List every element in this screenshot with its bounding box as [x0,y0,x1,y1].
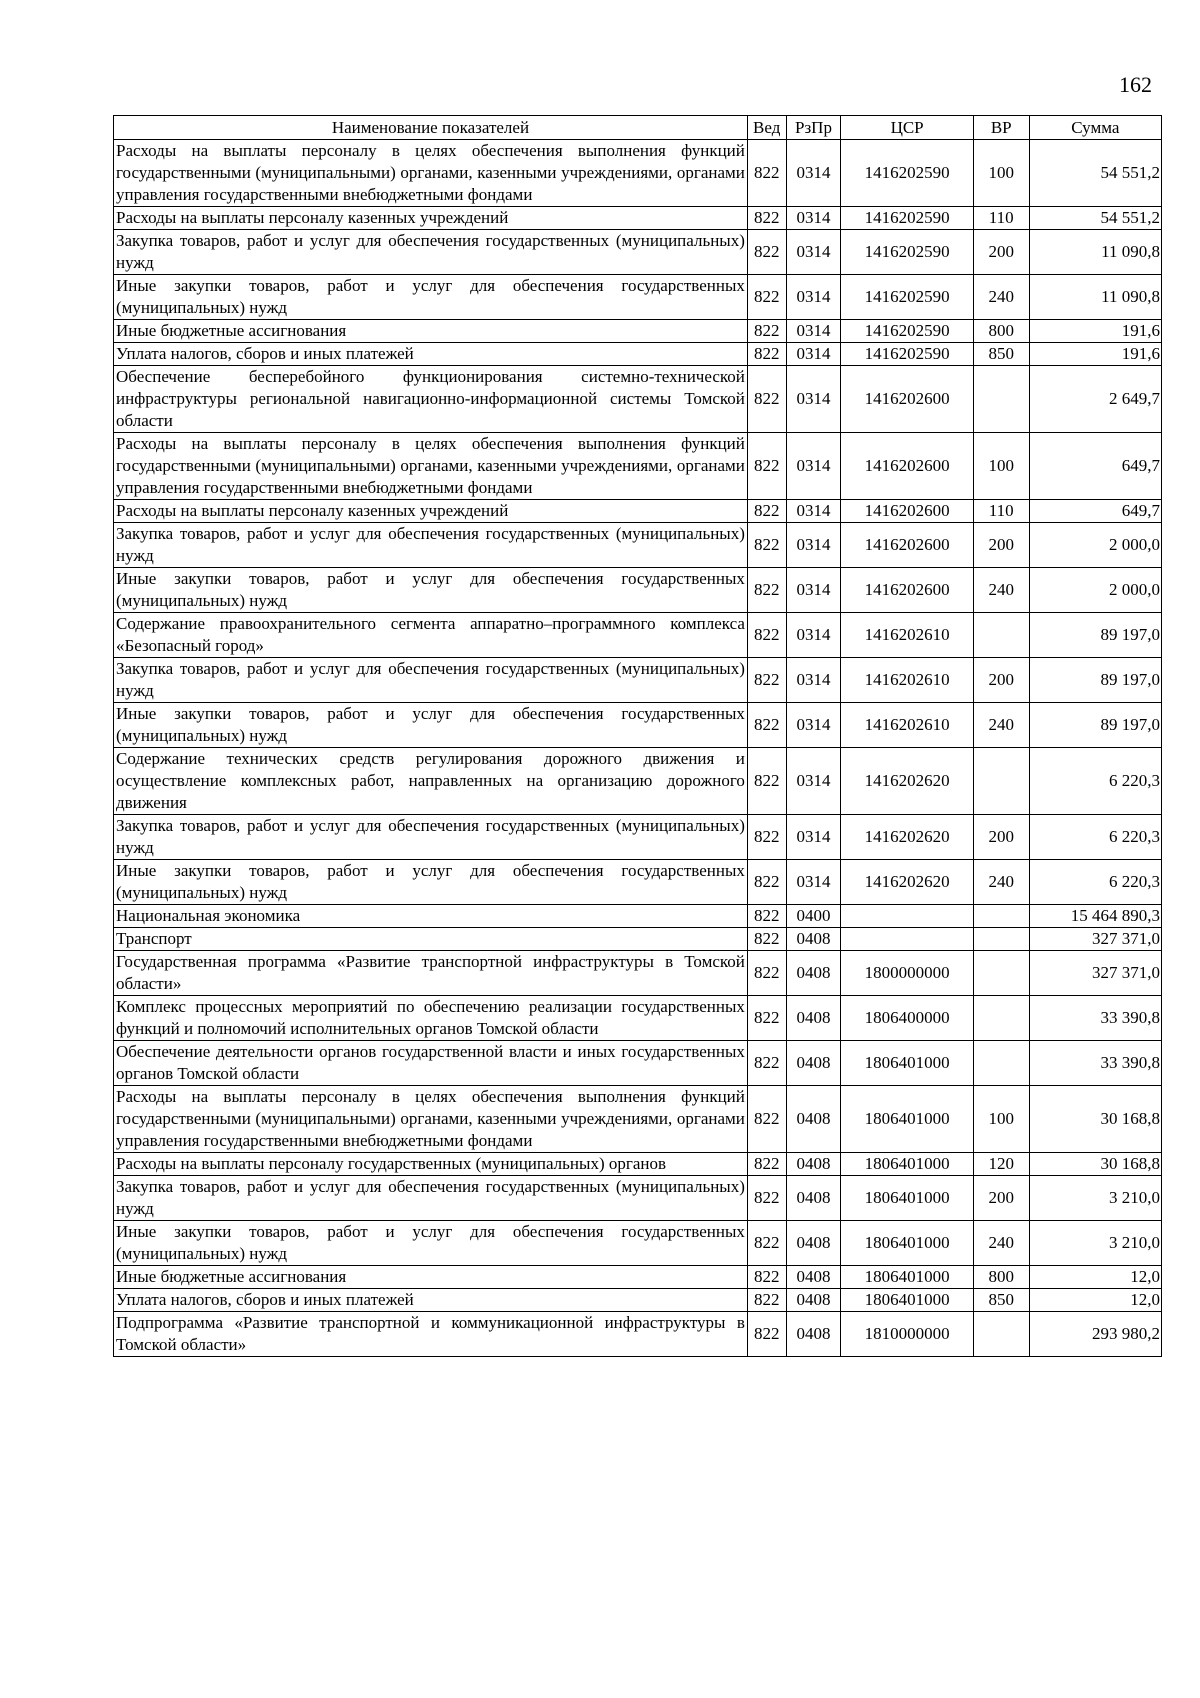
cell-rzpr: 0408 [786,951,841,996]
cell-vr: 200 [973,1176,1029,1221]
cell-csr: 1416202590 [841,320,973,343]
cell-vr: 100 [973,433,1029,500]
cell-sum: 11 090,8 [1029,230,1161,275]
cell-sum: 11 090,8 [1029,275,1161,320]
table-row [114,613,1162,658]
cell-sum: 30 168,8 [1029,1153,1161,1176]
cell-name: Закупка товаров, работ и услуг для обеспечения государственных (муниципальных) нужд [114,523,748,568]
cell-rzpr: 0314 [786,500,841,523]
cell-csr: 1416202620 [841,860,973,905]
cell-ved: 822 [747,207,786,230]
cell-ved: 822 [747,500,786,523]
header-vr: ВР [973,116,1029,140]
cell-rzpr: 0314 [786,568,841,613]
cell-rzpr: 0314 [786,703,841,748]
table-row [114,1041,1162,1086]
cell-name: Закупка товаров, работ и услуг для обеспечения государственных (муниципальных) нужд [114,1176,748,1221]
cell-sum: 89 197,0 [1029,703,1161,748]
cell-vr: 240 [973,703,1029,748]
table-header-row [114,116,1162,140]
cell-sum: 30 168,8 [1029,1086,1161,1153]
cell-vr [973,951,1029,996]
cell-csr: 1416202590 [841,230,973,275]
cell-sum: 327 371,0 [1029,951,1161,996]
cell-name: Обеспечение бесперебойного функционирования системно-технической инфраструктуры региональной навигационно-информационной системы Томской области [114,366,748,433]
cell-sum: 191,6 [1029,343,1161,366]
cell-csr: 1416202600 [841,523,973,568]
cell-rzpr: 0314 [786,860,841,905]
cell-name: Расходы на выплаты персоналу казенных учреждений [114,500,748,523]
cell-ved: 822 [747,748,786,815]
cell-name: Иные бюджетные ассигнования [114,1266,748,1289]
cell-rzpr: 0408 [786,1312,841,1357]
table-row [114,568,1162,613]
cell-rzpr: 0314 [786,140,841,207]
cell-csr: 1800000000 [841,951,973,996]
cell-ved: 822 [747,905,786,928]
cell-csr [841,905,973,928]
cell-vr: 240 [973,568,1029,613]
cell-name: Расходы на выплаты персоналу в целях обеспечения выполнения функций государственными (муниципальными) органами, казенными учреждениями, органами управления государственными внебюджетными фондами [114,1086,748,1153]
cell-ved: 822 [747,1221,786,1266]
cell-name: Содержание технических средств регулирования дорожного движения и осуществление комплексных работ, направленных на организацию дорожного движения [114,748,748,815]
cell-ved: 822 [747,951,786,996]
cell-name: Иные закупки товаров, работ и услуг для обеспечения государственных (муниципальных) нужд [114,703,748,748]
budget-table [113,115,1162,1357]
cell-ved: 822 [747,1312,786,1357]
cell-name: Содержание правоохранительного сегмента аппаратно–программного комплекса «Безопасный город» [114,613,748,658]
cell-ved: 822 [747,366,786,433]
cell-sum: 191,6 [1029,320,1161,343]
cell-sum: 649,7 [1029,433,1161,500]
cell-rzpr: 0408 [786,1289,841,1312]
table-row [114,343,1162,366]
cell-csr: 1416202620 [841,748,973,815]
cell-rzpr: 0408 [786,996,841,1041]
cell-sum: 89 197,0 [1029,613,1161,658]
cell-name: Национальная экономика [114,905,748,928]
table-row [114,905,1162,928]
cell-rzpr: 0408 [786,1266,841,1289]
cell-ved: 822 [747,343,786,366]
header-rzpr: РзПр [786,116,841,140]
cell-ved: 822 [747,1086,786,1153]
cell-csr: 1416202610 [841,658,973,703]
cell-sum: 89 197,0 [1029,658,1161,703]
cell-rzpr: 0314 [786,343,841,366]
cell-csr: 1806401000 [841,1041,973,1086]
cell-vr [973,905,1029,928]
cell-ved: 822 [747,1266,786,1289]
cell-rzpr: 0314 [786,433,841,500]
cell-vr: 850 [973,343,1029,366]
table-row [114,703,1162,748]
cell-name: Иные закупки товаров, работ и услуг для обеспечения государственных (муниципальных) нужд [114,860,748,905]
cell-rzpr: 0408 [786,1221,841,1266]
cell-vr: 120 [973,1153,1029,1176]
cell-vr [973,366,1029,433]
cell-name: Закупка товаров, работ и услуг для обеспечения государственных (муниципальных) нужд [114,230,748,275]
page-number: 162 [1119,72,1152,97]
table-row [114,433,1162,500]
table-row [114,1153,1162,1176]
cell-rzpr: 0408 [786,1041,841,1086]
cell-vr: 200 [973,523,1029,568]
cell-csr: 1806401000 [841,1153,973,1176]
cell-rzpr: 0314 [786,275,841,320]
cell-name: Уплата налогов, сборов и иных платежей [114,1289,748,1312]
cell-vr: 200 [973,815,1029,860]
table-row [114,275,1162,320]
cell-ved: 822 [747,1153,786,1176]
cell-ved: 822 [747,568,786,613]
table-row [114,207,1162,230]
cell-ved: 822 [747,523,786,568]
cell-name: Государственная программа «Развитие транспортной инфраструктуры в Томской области» [114,951,748,996]
cell-ved: 822 [747,703,786,748]
cell-rzpr: 0400 [786,905,841,928]
cell-vr: 100 [973,140,1029,207]
cell-csr: 1416202600 [841,366,973,433]
cell-rzpr: 0314 [786,207,841,230]
cell-ved: 822 [747,320,786,343]
cell-sum: 12,0 [1029,1266,1161,1289]
table-row [114,523,1162,568]
cell-name: Иные закупки товаров, работ и услуг для обеспечения государственных (муниципальных) нужд [114,1221,748,1266]
cell-ved: 822 [747,928,786,951]
cell-csr: 1806400000 [841,996,973,1041]
cell-ved: 822 [747,815,786,860]
cell-csr: 1416202590 [841,343,973,366]
cell-csr: 1416202600 [841,568,973,613]
cell-sum: 2 000,0 [1029,523,1161,568]
cell-csr: 1416202590 [841,275,973,320]
cell-sum: 54 551,2 [1029,207,1161,230]
table-row [114,815,1162,860]
cell-vr [973,748,1029,815]
cell-ved: 822 [747,433,786,500]
cell-vr: 240 [973,275,1029,320]
table-row [114,951,1162,996]
cell-sum: 33 390,8 [1029,1041,1161,1086]
table-row [114,1176,1162,1221]
cell-name: Расходы на выплаты персоналу в целях обеспечения выполнения функций государственными (муниципальными) органами, казенными учреждениями, органами управления государственными внебюджетными фондами [114,140,748,207]
cell-rzpr: 0314 [786,230,841,275]
cell-vr [973,613,1029,658]
cell-vr: 850 [973,1289,1029,1312]
cell-sum: 33 390,8 [1029,996,1161,1041]
cell-ved: 822 [747,1041,786,1086]
cell-ved: 822 [747,860,786,905]
cell-csr: 1416202610 [841,613,973,658]
cell-ved: 822 [747,1176,786,1221]
cell-rzpr: 0314 [786,523,841,568]
cell-name: Уплата налогов, сборов и иных платежей [114,343,748,366]
cell-csr [841,928,973,951]
cell-sum: 6 220,3 [1029,748,1161,815]
cell-ved: 822 [747,140,786,207]
cell-sum: 54 551,2 [1029,140,1161,207]
cell-sum: 12,0 [1029,1289,1161,1312]
table-row [114,1289,1162,1312]
cell-name: Закупка товаров, работ и услуг для обеспечения государственных (муниципальных) нужд [114,815,748,860]
cell-sum: 293 980,2 [1029,1312,1161,1357]
cell-ved: 822 [747,275,786,320]
cell-csr: 1806401000 [841,1221,973,1266]
cell-rzpr: 0314 [786,658,841,703]
cell-vr: 110 [973,207,1029,230]
cell-name: Иные закупки товаров, работ и услуг для обеспечения государственных (муниципальных) нужд [114,275,748,320]
cell-csr: 1416202610 [841,703,973,748]
header-csr: ЦСР [841,116,973,140]
cell-vr: 100 [973,1086,1029,1153]
table-row [114,658,1162,703]
cell-csr: 1806401000 [841,1266,973,1289]
cell-name: Подпрограмма «Развитие транспортной и коммуникационной инфраструктуры в Томской области» [114,1312,748,1357]
cell-vr [973,1312,1029,1357]
cell-csr: 1810000000 [841,1312,973,1357]
cell-rzpr: 0314 [786,748,841,815]
cell-csr: 1416202590 [841,140,973,207]
cell-sum: 327 371,0 [1029,928,1161,951]
header-sum: Сумма [1029,116,1161,140]
cell-rzpr: 0408 [786,1176,841,1221]
cell-sum: 6 220,3 [1029,815,1161,860]
cell-sum: 15 464 890,3 [1029,905,1161,928]
table-row [114,860,1162,905]
cell-csr: 1806401000 [841,1289,973,1312]
cell-csr: 1806401000 [841,1176,973,1221]
table-row [114,1086,1162,1153]
cell-ved: 822 [747,996,786,1041]
cell-name: Обеспечение деятельности органов государственной власти и иных государственных органов Томской области [114,1041,748,1086]
table-row [114,500,1162,523]
cell-name: Расходы на выплаты персоналу казенных учреждений [114,207,748,230]
cell-csr: 1416202600 [841,433,973,500]
cell-rzpr: 0408 [786,1086,841,1153]
table-row [114,1312,1162,1357]
header-ved: Вед [747,116,786,140]
table-body [114,140,1162,1357]
cell-ved: 822 [747,1289,786,1312]
cell-name: Закупка товаров, работ и услуг для обеспечения государственных (муниципальных) нужд [114,658,748,703]
cell-rzpr: 0314 [786,613,841,658]
header-name: Наименование показателей [114,116,748,140]
table-row [114,928,1162,951]
table-row [114,320,1162,343]
cell-csr: 1806401000 [841,1086,973,1153]
cell-csr: 1416202600 [841,500,973,523]
cell-vr [973,996,1029,1041]
cell-vr: 200 [973,230,1029,275]
cell-name: Расходы на выплаты персоналу в целях обеспечения выполнения функций государственными (муниципальными) органами, казенными учреждениями, органами управления государственными внебюджетными фондами [114,433,748,500]
table-row [114,996,1162,1041]
cell-name: Транспорт [114,928,748,951]
cell-vr: 800 [973,1266,1029,1289]
table-row [114,140,1162,207]
cell-ved: 822 [747,613,786,658]
cell-sum: 3 210,0 [1029,1176,1161,1221]
cell-vr [973,1041,1029,1086]
cell-rzpr: 0408 [786,928,841,951]
cell-name: Комплекс процессных мероприятий по обеспечению реализации государственных функций и полномочий исполнительных органов Томской области [114,996,748,1041]
table-row [114,1221,1162,1266]
cell-rzpr: 0408 [786,1153,841,1176]
cell-vr: 200 [973,658,1029,703]
cell-name: Расходы на выплаты персоналу государственных (муниципальных) органов [114,1153,748,1176]
cell-rzpr: 0314 [786,320,841,343]
cell-sum: 6 220,3 [1029,860,1161,905]
cell-rzpr: 0314 [786,815,841,860]
cell-ved: 822 [747,658,786,703]
table-row [114,230,1162,275]
cell-name: Иные бюджетные ассигнования [114,320,748,343]
cell-sum: 3 210,0 [1029,1221,1161,1266]
cell-vr: 240 [973,860,1029,905]
cell-vr [973,928,1029,951]
cell-vr: 110 [973,500,1029,523]
cell-vr: 800 [973,320,1029,343]
cell-name: Иные закупки товаров, работ и услуг для обеспечения государственных (муниципальных) нужд [114,568,748,613]
table-row [114,748,1162,815]
cell-rzpr: 0314 [786,366,841,433]
cell-csr: 1416202590 [841,207,973,230]
table-row [114,366,1162,433]
cell-csr: 1416202620 [841,815,973,860]
cell-sum: 649,7 [1029,500,1161,523]
cell-ved: 822 [747,230,786,275]
cell-sum: 2 649,7 [1029,366,1161,433]
cell-sum: 2 000,0 [1029,568,1161,613]
cell-vr: 240 [973,1221,1029,1266]
table-row [114,1266,1162,1289]
